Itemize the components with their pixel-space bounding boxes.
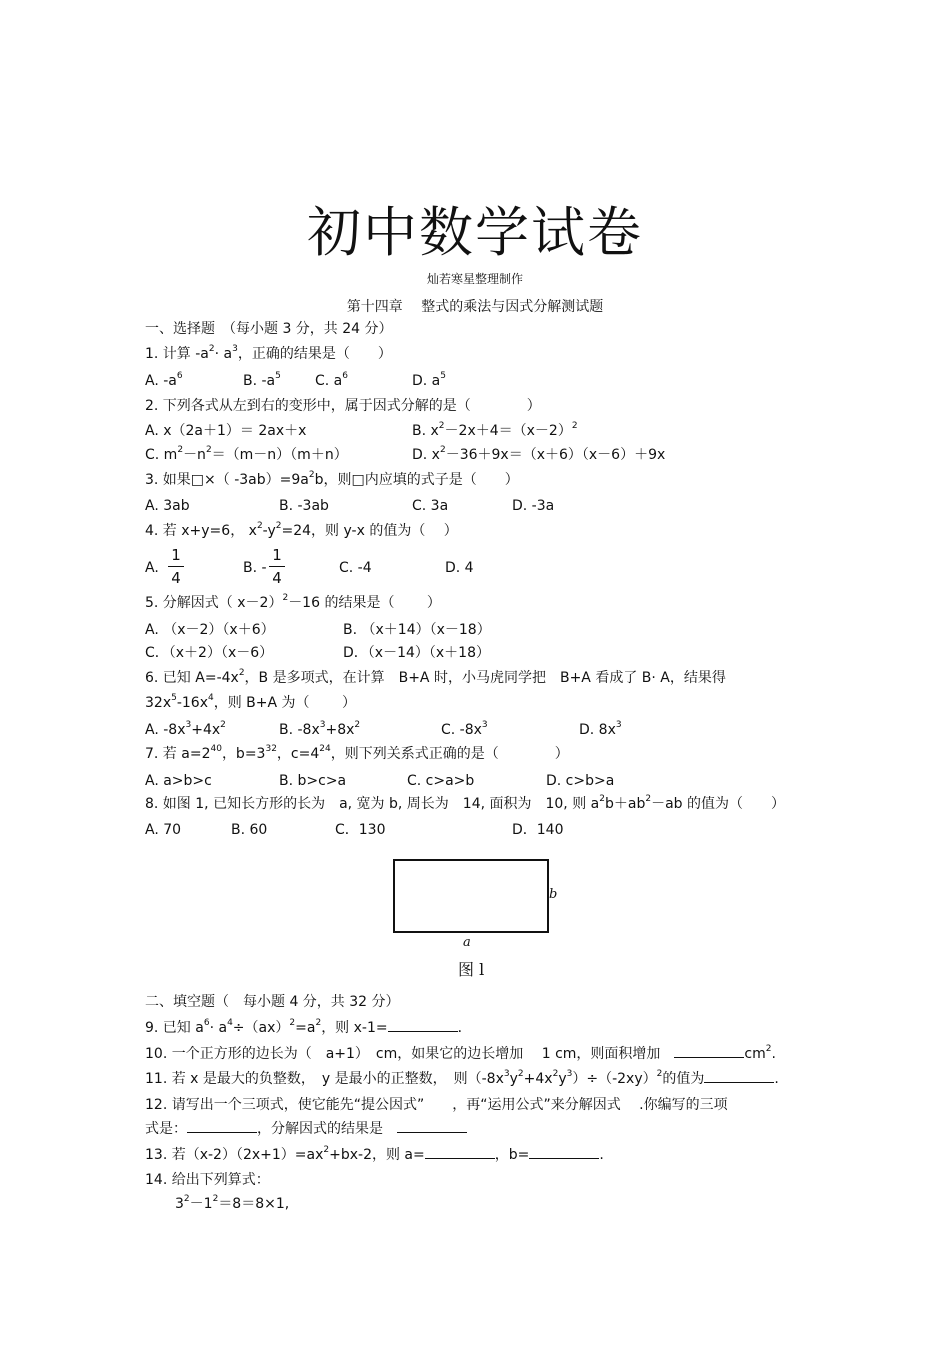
q4-option-a-fraction: 1 4 xyxy=(168,546,184,587)
q1-option-d: D. $a^5$ xyxy=(412,371,446,389)
q4-option-d: D. 4 xyxy=(445,560,474,576)
q4-option-a: A. xyxy=(145,560,159,576)
question-2: 2. 下列各式从左到右的变形中，属于因式分解的是（ ） xyxy=(145,398,541,414)
q7-option-a: A. a>b>c xyxy=(145,773,212,789)
section-1-heading: 一、选择题 （每小题 3 分，共 24 分） xyxy=(145,321,393,337)
q6-option-b: B. $-8x^3+8x^2$ xyxy=(279,720,361,738)
q3-option-a: A. 3ab xyxy=(145,498,190,514)
q1-option-a: A. $-a^6$ xyxy=(145,371,183,389)
q2-option-b: B. $x^2-2x+4=(x-2)^2$ xyxy=(412,421,578,439)
q4-option-b: B. - xyxy=(243,560,267,576)
question-6-line-1: 6. 已知 $A=-4x^2$，B 是多项式，在计算 B+A 时，小马虎同学把 B+A 看成了 B· A，结果得 xyxy=(145,668,726,686)
q12-factor-blank[interactable] xyxy=(397,1120,467,1133)
question-11: 11. 若 x 是最大的负整数， y 是最小的正整数， 则$(-8x^3y^2+4x^2y^3)\div(-2xy)^2$的值为 . xyxy=(145,1069,779,1087)
q8-option-b: B. 60 xyxy=(231,822,268,838)
question-1: 1. 计算 $-a^2\cdot a^3$，正确的结果是（ ） xyxy=(145,344,392,362)
q2-option-d: D. $x^2-36+9x=(x+6)(x-6)+9x$ xyxy=(412,445,666,463)
q3-option-c: C. 3a xyxy=(412,498,449,514)
q6-option-d: D. $8x^3$ xyxy=(579,720,622,738)
question-3: 3. 如果□×（ $-3ab)=9a^2b$，则□内应填的式子是（ ） xyxy=(145,470,519,488)
q5-option-b: B. （x＋14）（x－18） xyxy=(343,622,491,638)
q13-b-blank[interactable] xyxy=(529,1146,599,1159)
figure-caption: 图 l xyxy=(458,960,485,979)
q9-answer-blank[interactable] xyxy=(388,1019,458,1032)
q4-option-c: C. -4 xyxy=(339,560,372,576)
q10-answer-blank[interactable] xyxy=(674,1045,744,1058)
q13-a-blank[interactable] xyxy=(425,1146,495,1159)
q7-option-b: B. b>c>a xyxy=(279,773,347,789)
q12-trinomial-blank[interactable] xyxy=(187,1120,257,1133)
figure-label-a: a xyxy=(463,935,471,950)
chapter-heading: 第十四章 整式的乘法与因式分解测试题 xyxy=(346,299,604,315)
question-5: 5. 分解因式（ x－2）$^2$－16 的结果是（ ） xyxy=(145,593,441,611)
question-12-line-2: 式是： ，分解因式的结果是 xyxy=(145,1120,467,1138)
question-9: 9. 已知 $a^6\cdot a^4\div(ax)^2=a^2$，则 x-1= ． xyxy=(145,1018,472,1036)
q2-option-c: C. $m^2-n^2=(m-n)(m+n)$ xyxy=(145,445,348,463)
q1-option-c: C. $a^6$ xyxy=(315,371,348,389)
q6-option-c: C. $-8x^3$ xyxy=(441,720,488,738)
question-8: 8. 如图 1, 已知长方形的长为 a, 宽为 b, 周长为 14, 面积为 10, 则 $a^2b+ab^2-ab$ 的值为（ ） xyxy=(145,794,785,812)
question-12-line-1: 12. 请写出一个三项式，使它能先“提公因式” ，再“运用公式”来分解因式 .你编写的三项 xyxy=(145,1097,728,1113)
q4-option-b-fraction: 1 4 xyxy=(269,546,285,587)
q1-option-b: B. $-a^5$ xyxy=(243,371,281,389)
q3-option-d: D. -3a xyxy=(512,498,555,514)
q7-option-c: C. c>a>b xyxy=(407,773,475,789)
figure-label-b: b xyxy=(549,887,558,902)
q3-option-b: B. -3ab xyxy=(279,498,329,514)
q5-option-a: A. （x－2）（x＋6） xyxy=(145,622,275,638)
q11-answer-blank[interactable] xyxy=(704,1070,774,1083)
question-6-line-2: $32x^5-16x^4$，则 B+A 为（ ） xyxy=(145,693,356,711)
question-7: 7. 若 $a=2^{40}$，$b=3^{32}$，$c=4^{24}$，则下列关系式正确的是（ ） xyxy=(145,744,569,762)
q7-option-d: D. c>b>a xyxy=(546,773,615,789)
q14-expression-1: $3^2-1^2=8=8\times 1$, xyxy=(175,1194,290,1212)
page-title: 初中数学试卷 xyxy=(307,201,643,264)
q8-option-a: A. 70 xyxy=(145,822,182,838)
q5-option-d: D．（x－14）（x＋18） xyxy=(343,645,490,661)
q5-option-c: C．（x＋2）（x－6） xyxy=(145,645,274,661)
subtitle: 灿若寒星整理制作 xyxy=(426,272,523,286)
section-2-heading: 二、填空题（ 每小题 4 分，共 32 分） xyxy=(145,994,400,1010)
question-4: 4. 若 x+y=6， $x^2-y^2=24$，则 y-x 的值为（ ） xyxy=(145,521,458,539)
question-14: 14. 给出下列算式： xyxy=(145,1172,270,1188)
q6-option-a: A. $-8x^3+4x^2$ xyxy=(145,720,226,738)
figure-1-rectangle xyxy=(393,859,549,933)
question-13: 13. 若$(x-2)(2x+1)=ax^2+bx-2$，则 a= ，b= . xyxy=(145,1145,604,1163)
q8-option-c: C．130 xyxy=(335,822,386,838)
q2-option-a: A. x（2a＋1）＝ 2ax＋x xyxy=(145,423,307,439)
question-10: 10. 一个正方形的边长为（ a+1） cm，如果它的边长增加 1 cm，则面积增加 $cm^2$. xyxy=(145,1044,776,1062)
q8-option-d: D．140 xyxy=(512,822,564,838)
